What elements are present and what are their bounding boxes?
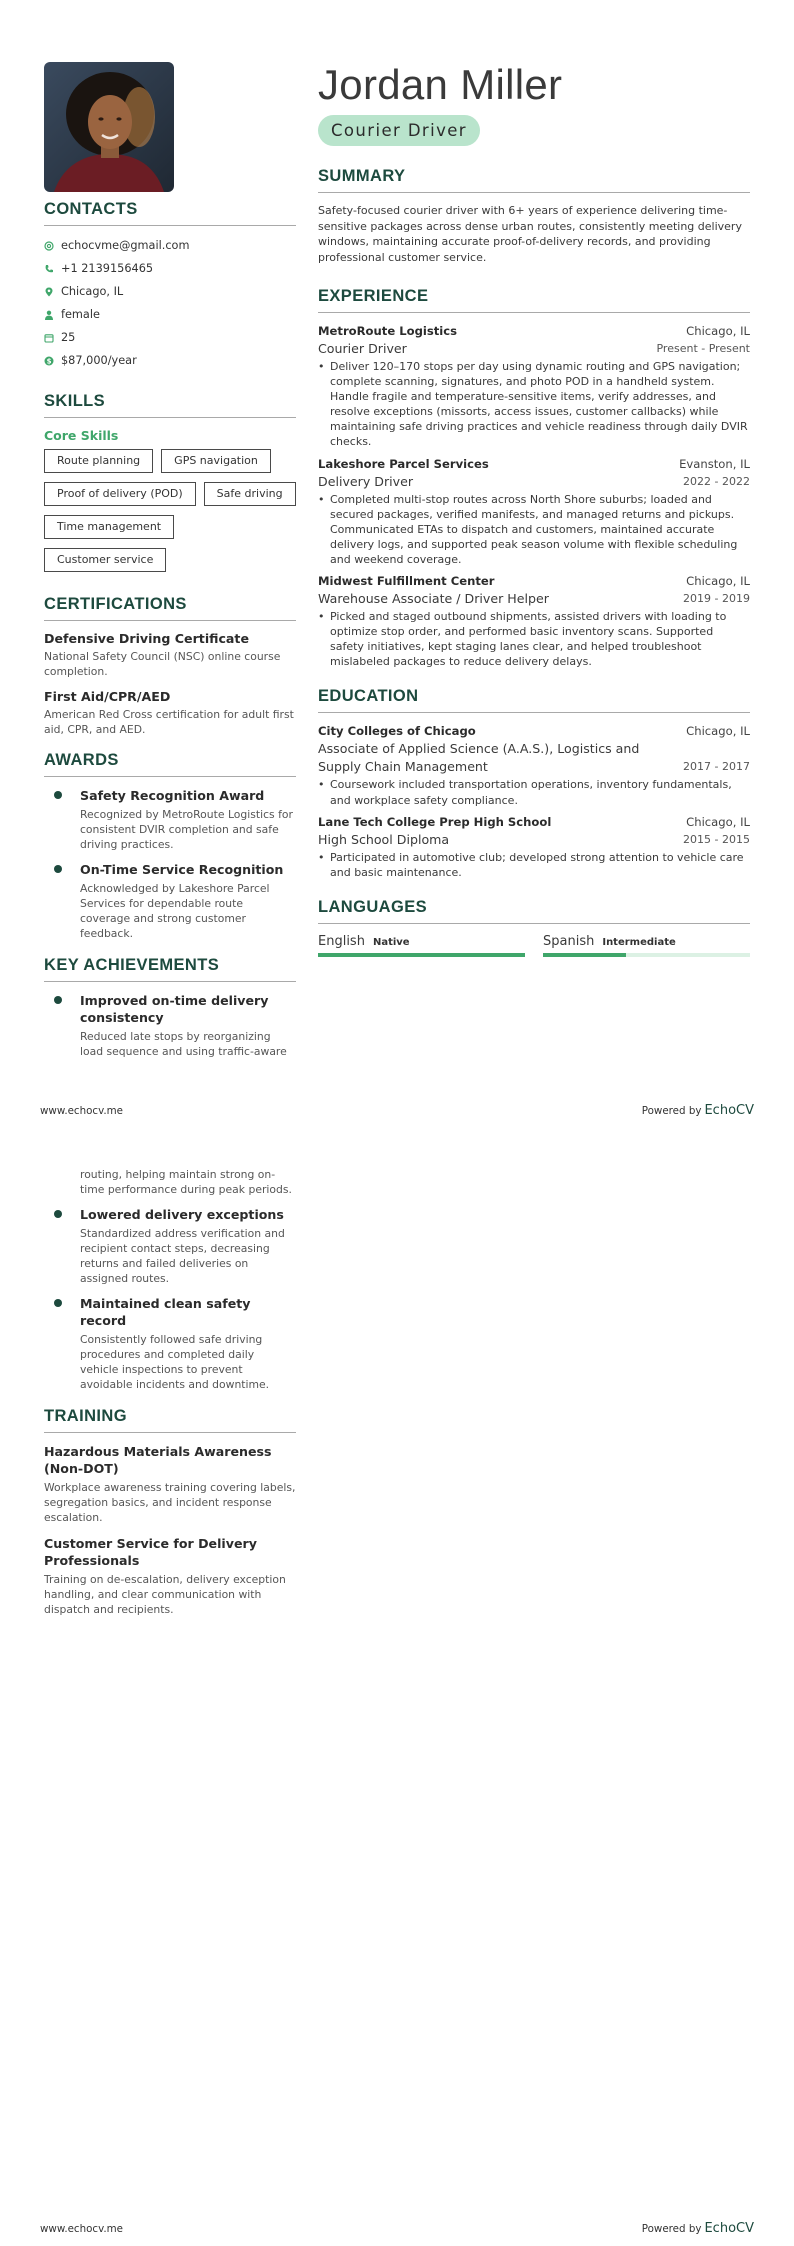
achievement-item bbox=[44, 1295, 296, 1392]
footer-site[interactable]: www.echocv.me bbox=[40, 2222, 124, 2235]
certifications-heading: CERTIFICATIONS bbox=[44, 595, 296, 621]
footer-powered bbox=[642, 1103, 754, 1118]
company-name: Lakeshore Parcel Services bbox=[318, 456, 489, 471]
training-heading: TRAINING bbox=[44, 1407, 296, 1433]
left-column-continued bbox=[44, 1167, 296, 1627]
school-name: Lane Tech College Prep High School bbox=[318, 814, 552, 829]
certification-item bbox=[44, 631, 296, 679]
job-location: Chicago, IL bbox=[686, 574, 750, 589]
contact-email[interactable] bbox=[44, 234, 296, 257]
school-name: City Colleges of Chicago bbox=[318, 724, 476, 739]
education-dates: 2015 - 2015 bbox=[683, 832, 750, 846]
role-badge: Courier Driver bbox=[318, 115, 480, 146]
job-role: Warehouse Associate / Driver Helper bbox=[318, 591, 549, 607]
bullet-dot bbox=[54, 996, 62, 1004]
achievement-title: Maintained clean safety record bbox=[80, 1296, 251, 1328]
job-role: Delivery Driver bbox=[318, 473, 414, 489]
job-dates: 2019 - 2019 bbox=[683, 592, 750, 606]
training-item bbox=[44, 1443, 296, 1525]
dollar-icon bbox=[44, 356, 61, 366]
contact-gender-text: female bbox=[61, 308, 100, 321]
award-title: On-Time Service Recognition bbox=[80, 862, 284, 878]
job-role: Courier Driver bbox=[318, 341, 407, 356]
achievement-desc: Standardized address verification and recipient contact steps, decreasing returns and failed deliveries on assigned routes. bbox=[80, 1227, 285, 1285]
language-item bbox=[318, 934, 525, 957]
core-skills-subtitle: Core Skills bbox=[44, 428, 119, 443]
job-dates: Present - Present bbox=[656, 342, 750, 355]
training-item bbox=[44, 1535, 296, 1617]
achievement-desc: routing, helping maintain strong on-time performance during peak periods. bbox=[80, 1168, 292, 1196]
experience-item bbox=[318, 573, 750, 669]
skill-tag: Customer service bbox=[44, 548, 166, 572]
contact-location-text: Chicago, IL bbox=[61, 285, 124, 298]
degree-title: Associate of Applied Science (A.A.S.), Logistics and Supply Chain Management bbox=[318, 741, 640, 775]
page-footer bbox=[40, 1103, 754, 1118]
contact-phone-text: +1 2139156465 bbox=[61, 262, 154, 275]
education-bullet: • Coursework included transportation operations, inventory fundamentals, and workplace safety compliance. bbox=[318, 777, 750, 807]
degree-title: High School Diploma bbox=[318, 831, 450, 847]
contact-email-text: echocvme@gmail.com bbox=[61, 239, 190, 252]
achievement-title: Improved on-time delivery consistency bbox=[80, 993, 269, 1026]
contact-gender bbox=[44, 303, 296, 326]
contact-age-text: 25 bbox=[61, 331, 76, 344]
contact-salary-text: $87,000/year bbox=[61, 354, 137, 367]
right-column bbox=[318, 61, 750, 957]
job-bullet: • Completed multi-stop routes across North Shore suburbs; loaded and secured packages, verified manifests, and managed returns and pickups. Communicated ETAs to dispatch and customers, maintained accurate delivery logs, and supported peak season volume with flexible scheduling and weekend coverage. bbox=[318, 492, 750, 567]
skill-tag: GPS navigation bbox=[161, 449, 271, 473]
education-heading: EDUCATION bbox=[318, 687, 750, 713]
language-bar-fill bbox=[543, 953, 626, 957]
job-bullet: • Deliver 120–170 stops per day using dynamic routing and GPS navigation; complete scanning, signatures, and photo POD in a handheld system. Handle fragile and temperature-sensitive items, verify addresses, and resolve exceptions (missorts, access issues, customer callbacks) while maintaining safe driving practices and vehicle readiness through daily DVIR checks. bbox=[318, 359, 750, 450]
training-desc: Training on de-escalation, delivery exception handling, and clear communication with dispatch and recipients. bbox=[44, 1573, 286, 1616]
award-desc: Acknowledged by Lakeshore Parcel Services for dependable route coverage and strong customer feedback. bbox=[80, 882, 270, 941]
contact-location bbox=[44, 280, 296, 303]
education-dates: 2017 - 2017 bbox=[683, 760, 750, 774]
summary-text: Safety-focused courier driver with 6+ years of experience delivering time-sensitive packages across dense urban routes, consistently meeting delivery windows, maintaining accurate proof-of-delivery records, and providing professional customer service. bbox=[318, 204, 742, 264]
achievement-desc: Consistently followed safe driving procedures and completed daily vehicle inspections to prevent avoidable incidents and downtime. bbox=[80, 1333, 270, 1391]
experience-item bbox=[318, 323, 750, 450]
at-icon bbox=[44, 241, 61, 251]
calendar-icon bbox=[44, 333, 61, 343]
school-location: Chicago, IL bbox=[686, 724, 750, 739]
experience-item bbox=[318, 456, 750, 567]
language-name: English bbox=[318, 933, 365, 949]
certification-title: First Aid/CPR/AED bbox=[44, 689, 171, 705]
skill-tag: Safe driving bbox=[204, 482, 296, 506]
footer-powered bbox=[642, 2221, 754, 2236]
achievement-item-continued bbox=[44, 1167, 296, 1197]
achievement-desc: Reduced late stops by reorganizing load sequence and using traffic-aware bbox=[80, 1030, 287, 1059]
contact-salary bbox=[44, 349, 296, 372]
profile-photo bbox=[44, 62, 174, 192]
training-desc: Workplace awareness training covering labels, segregation basics, and incident response escalation. bbox=[44, 1481, 296, 1524]
award-item bbox=[44, 787, 296, 852]
phone-icon bbox=[44, 264, 61, 274]
award-desc: Recognized by MetroRoute Logistics for consistent DVIR completion and safe driving practices. bbox=[80, 808, 293, 852]
certification-desc: National Safety Council (NSC) online course completion. bbox=[44, 650, 281, 679]
brand-name: EchoCV bbox=[704, 2221, 754, 2236]
language-name: Spanish bbox=[543, 933, 595, 949]
resume-page-2 bbox=[0, 1123, 794, 2246]
skills-heading: SKILLS bbox=[44, 392, 296, 418]
company-name: Midwest Fulfillment Center bbox=[318, 574, 495, 589]
left-column bbox=[44, 200, 296, 1068]
skill-tag: Route planning bbox=[44, 449, 153, 473]
award-item bbox=[44, 861, 296, 941]
page-footer bbox=[40, 2221, 754, 2236]
language-bar bbox=[543, 953, 750, 957]
achievement-item bbox=[44, 992, 296, 1059]
powered-by-text: Powered by bbox=[641, 1105, 702, 1117]
job-bullet: • Picked and staged outbound shipments, assisted drivers with loading to optimize stop order, and performed basic inventory scans. Supported safety initiatives, kept staging lanes clear, and helped troubleshoot mislabeled packages to reduce delivery delays. bbox=[318, 609, 750, 669]
bullet-dot bbox=[54, 1210, 62, 1218]
bullet-dot bbox=[54, 791, 62, 799]
achievement-title: Lowered delivery exceptions bbox=[80, 1207, 284, 1222]
location-pin-icon bbox=[44, 287, 61, 297]
contacts-heading: CONTACTS bbox=[44, 200, 296, 226]
languages-list bbox=[318, 934, 750, 957]
job-dates: 2022 - 2022 bbox=[683, 474, 750, 488]
person-icon bbox=[44, 310, 61, 320]
bullet-dot bbox=[54, 1299, 62, 1307]
experience-heading: EXPERIENCE bbox=[318, 287, 750, 313]
language-item bbox=[543, 934, 750, 957]
achievement-item bbox=[44, 1206, 296, 1286]
certification-desc: American Red Cross certification for adult first aid, CPR, and AED. bbox=[44, 708, 294, 737]
skill-tag: Proof of delivery (POD) bbox=[44, 482, 196, 506]
language-level: Native bbox=[372, 936, 410, 948]
certification-item bbox=[44, 689, 296, 737]
contact-age bbox=[44, 326, 296, 349]
education-item bbox=[318, 814, 750, 880]
language-level: Intermediate bbox=[602, 936, 676, 948]
training-title: Hazardous Materials Awareness (Non-DOT) bbox=[44, 1444, 272, 1476]
languages-heading: LANGUAGES bbox=[318, 898, 750, 924]
language-bar-fill bbox=[318, 953, 525, 957]
job-location: Chicago, IL bbox=[686, 324, 750, 338]
award-title: Safety Recognition Award bbox=[80, 788, 265, 804]
school-location: Chicago, IL bbox=[686, 814, 750, 829]
education-bullet: • Participated in automotive club; developed strong attention to vehicle care and basic maintenance. bbox=[318, 850, 750, 880]
candidate-name: Jordan Miller bbox=[318, 61, 563, 108]
brand-name: EchoCV bbox=[704, 1103, 754, 1118]
skill-tag: Time management bbox=[44, 515, 174, 539]
contact-phone[interactable] bbox=[44, 257, 296, 280]
job-location: Evanston, IL bbox=[679, 456, 750, 471]
powered-by-text: Powered by bbox=[641, 2223, 702, 2235]
footer-site[interactable]: www.echocv.me bbox=[40, 1104, 124, 1117]
training-title: Customer Service for Delivery Professionals bbox=[44, 1536, 257, 1568]
education-item bbox=[318, 723, 750, 807]
svg-text:$: $ bbox=[46, 357, 52, 366]
certification-title: Defensive Driving Certificate bbox=[44, 631, 249, 647]
contacts-list bbox=[44, 234, 296, 372]
summary-heading: SUMMARY bbox=[318, 167, 750, 193]
awards-heading: AWARDS bbox=[44, 751, 296, 777]
language-bar bbox=[318, 953, 525, 957]
company-name: MetroRoute Logistics bbox=[318, 324, 458, 338]
skills-tags bbox=[44, 449, 296, 572]
achievements-heading: KEY ACHIEVEMENTS bbox=[44, 956, 296, 982]
bullet-dot bbox=[54, 865, 62, 873]
